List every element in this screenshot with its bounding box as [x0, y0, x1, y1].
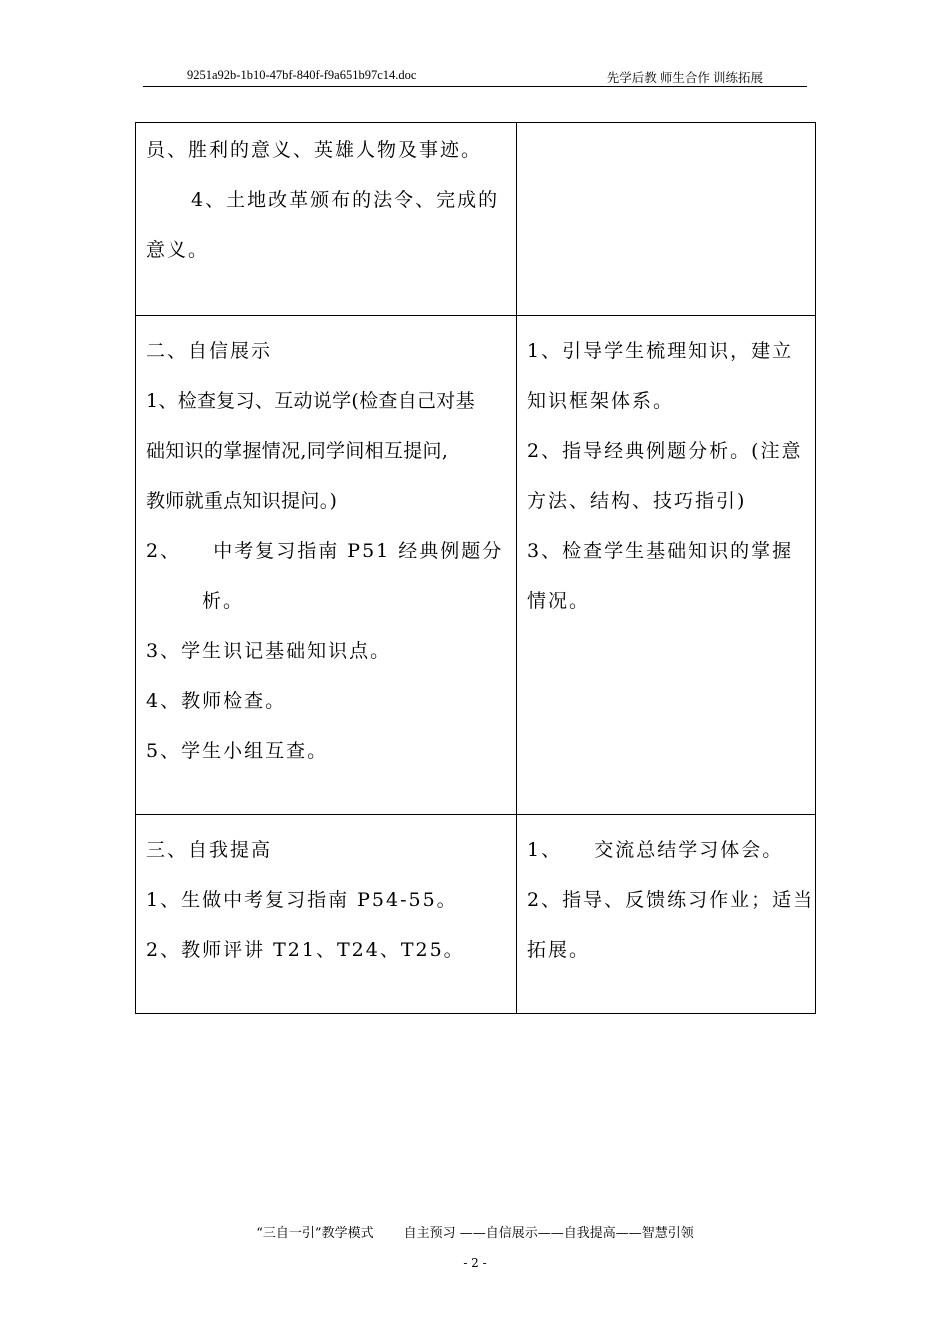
- section-heading-confidence: 二、自信展示: [146, 340, 273, 362]
- row2-right-line-1: 1、引导学生梳理知识，建立: [527, 340, 794, 362]
- row3-right-line-1: 1、 交流总结学习体会。: [527, 839, 784, 861]
- row3-right-line-3: 拓展。: [527, 939, 591, 961]
- footer-flow: 自主预习 ——自信展示——自我提高——智慧引领: [403, 1226, 694, 1241]
- row1-left-line-1: 员、胜利的意义、英雄人物及事迹。: [146, 139, 483, 161]
- row3-left-line-3: 2、教师评讲 T21、T24、T25。: [146, 939, 465, 961]
- row3-right-cell: [517, 815, 816, 1014]
- row2-left-line-4: 教师就重点知识提问。): [146, 490, 338, 512]
- page-number: - 2 -: [463, 1256, 487, 1270]
- row2-left-line-5: 2、 中考复习指南 P51 经典例题分: [146, 540, 504, 562]
- section-heading-improvement: 三、自我提高: [146, 839, 273, 861]
- row2-right-line-2: 知识框架体系。: [527, 390, 675, 412]
- page-footer: [0, 1222, 950, 1241]
- row3-right-line-2: 2、指导、反馈练习作业；适当: [527, 889, 815, 911]
- row2-left-line-2: 1、检查复习、互动说学(检查自己对基: [146, 390, 475, 412]
- row2-left-line-6: 析。: [202, 590, 245, 612]
- row2-left-line-7: 3、学生识记基础知识点。: [146, 640, 392, 662]
- row1-left-line-2: 4、土地改革颁布的法令、完成的: [191, 189, 500, 211]
- table-row: [136, 815, 816, 1014]
- row3-left-cell: [136, 815, 517, 1014]
- row2-left-line-9: 5、学生小组互查。: [146, 740, 329, 762]
- row2-right-line-5: 3、检查学生基础知识的掌握: [527, 540, 794, 562]
- row2-left-line-3: 础知识的掌握情况,同学间相互提问,: [146, 440, 449, 462]
- table-row: [136, 123, 816, 316]
- row1-left-cell: [136, 123, 517, 316]
- table-row: [136, 316, 816, 815]
- row3-left-line-2: 1、生做中考复习指南 P54-55。: [146, 889, 458, 911]
- row1-right-cell: [517, 123, 816, 316]
- page-header: [143, 66, 807, 87]
- lesson-plan-table: [135, 122, 816, 1014]
- row2-left-cell: [136, 316, 517, 815]
- row2-right-line-3: 2、指导经典例题分析。(注意: [527, 440, 803, 462]
- header-filename: 9251a92b-1b10-47bf-840f-f9a651b97c14.doc: [187, 68, 417, 82]
- row2-right-line-4: 方法、结构、技巧指引): [527, 490, 747, 512]
- row2-right-line-6: 情况。: [527, 590, 591, 612]
- footer-mode: “三自一引”教学模式: [256, 1226, 374, 1241]
- header-motto: 先学后教 师生合作 训练拓展: [606, 71, 763, 85]
- row1-left-line-3: 意义。: [146, 239, 210, 261]
- row2-left-line-8: 4、教师检查。: [146, 690, 287, 712]
- row2-right-cell: [517, 316, 816, 815]
